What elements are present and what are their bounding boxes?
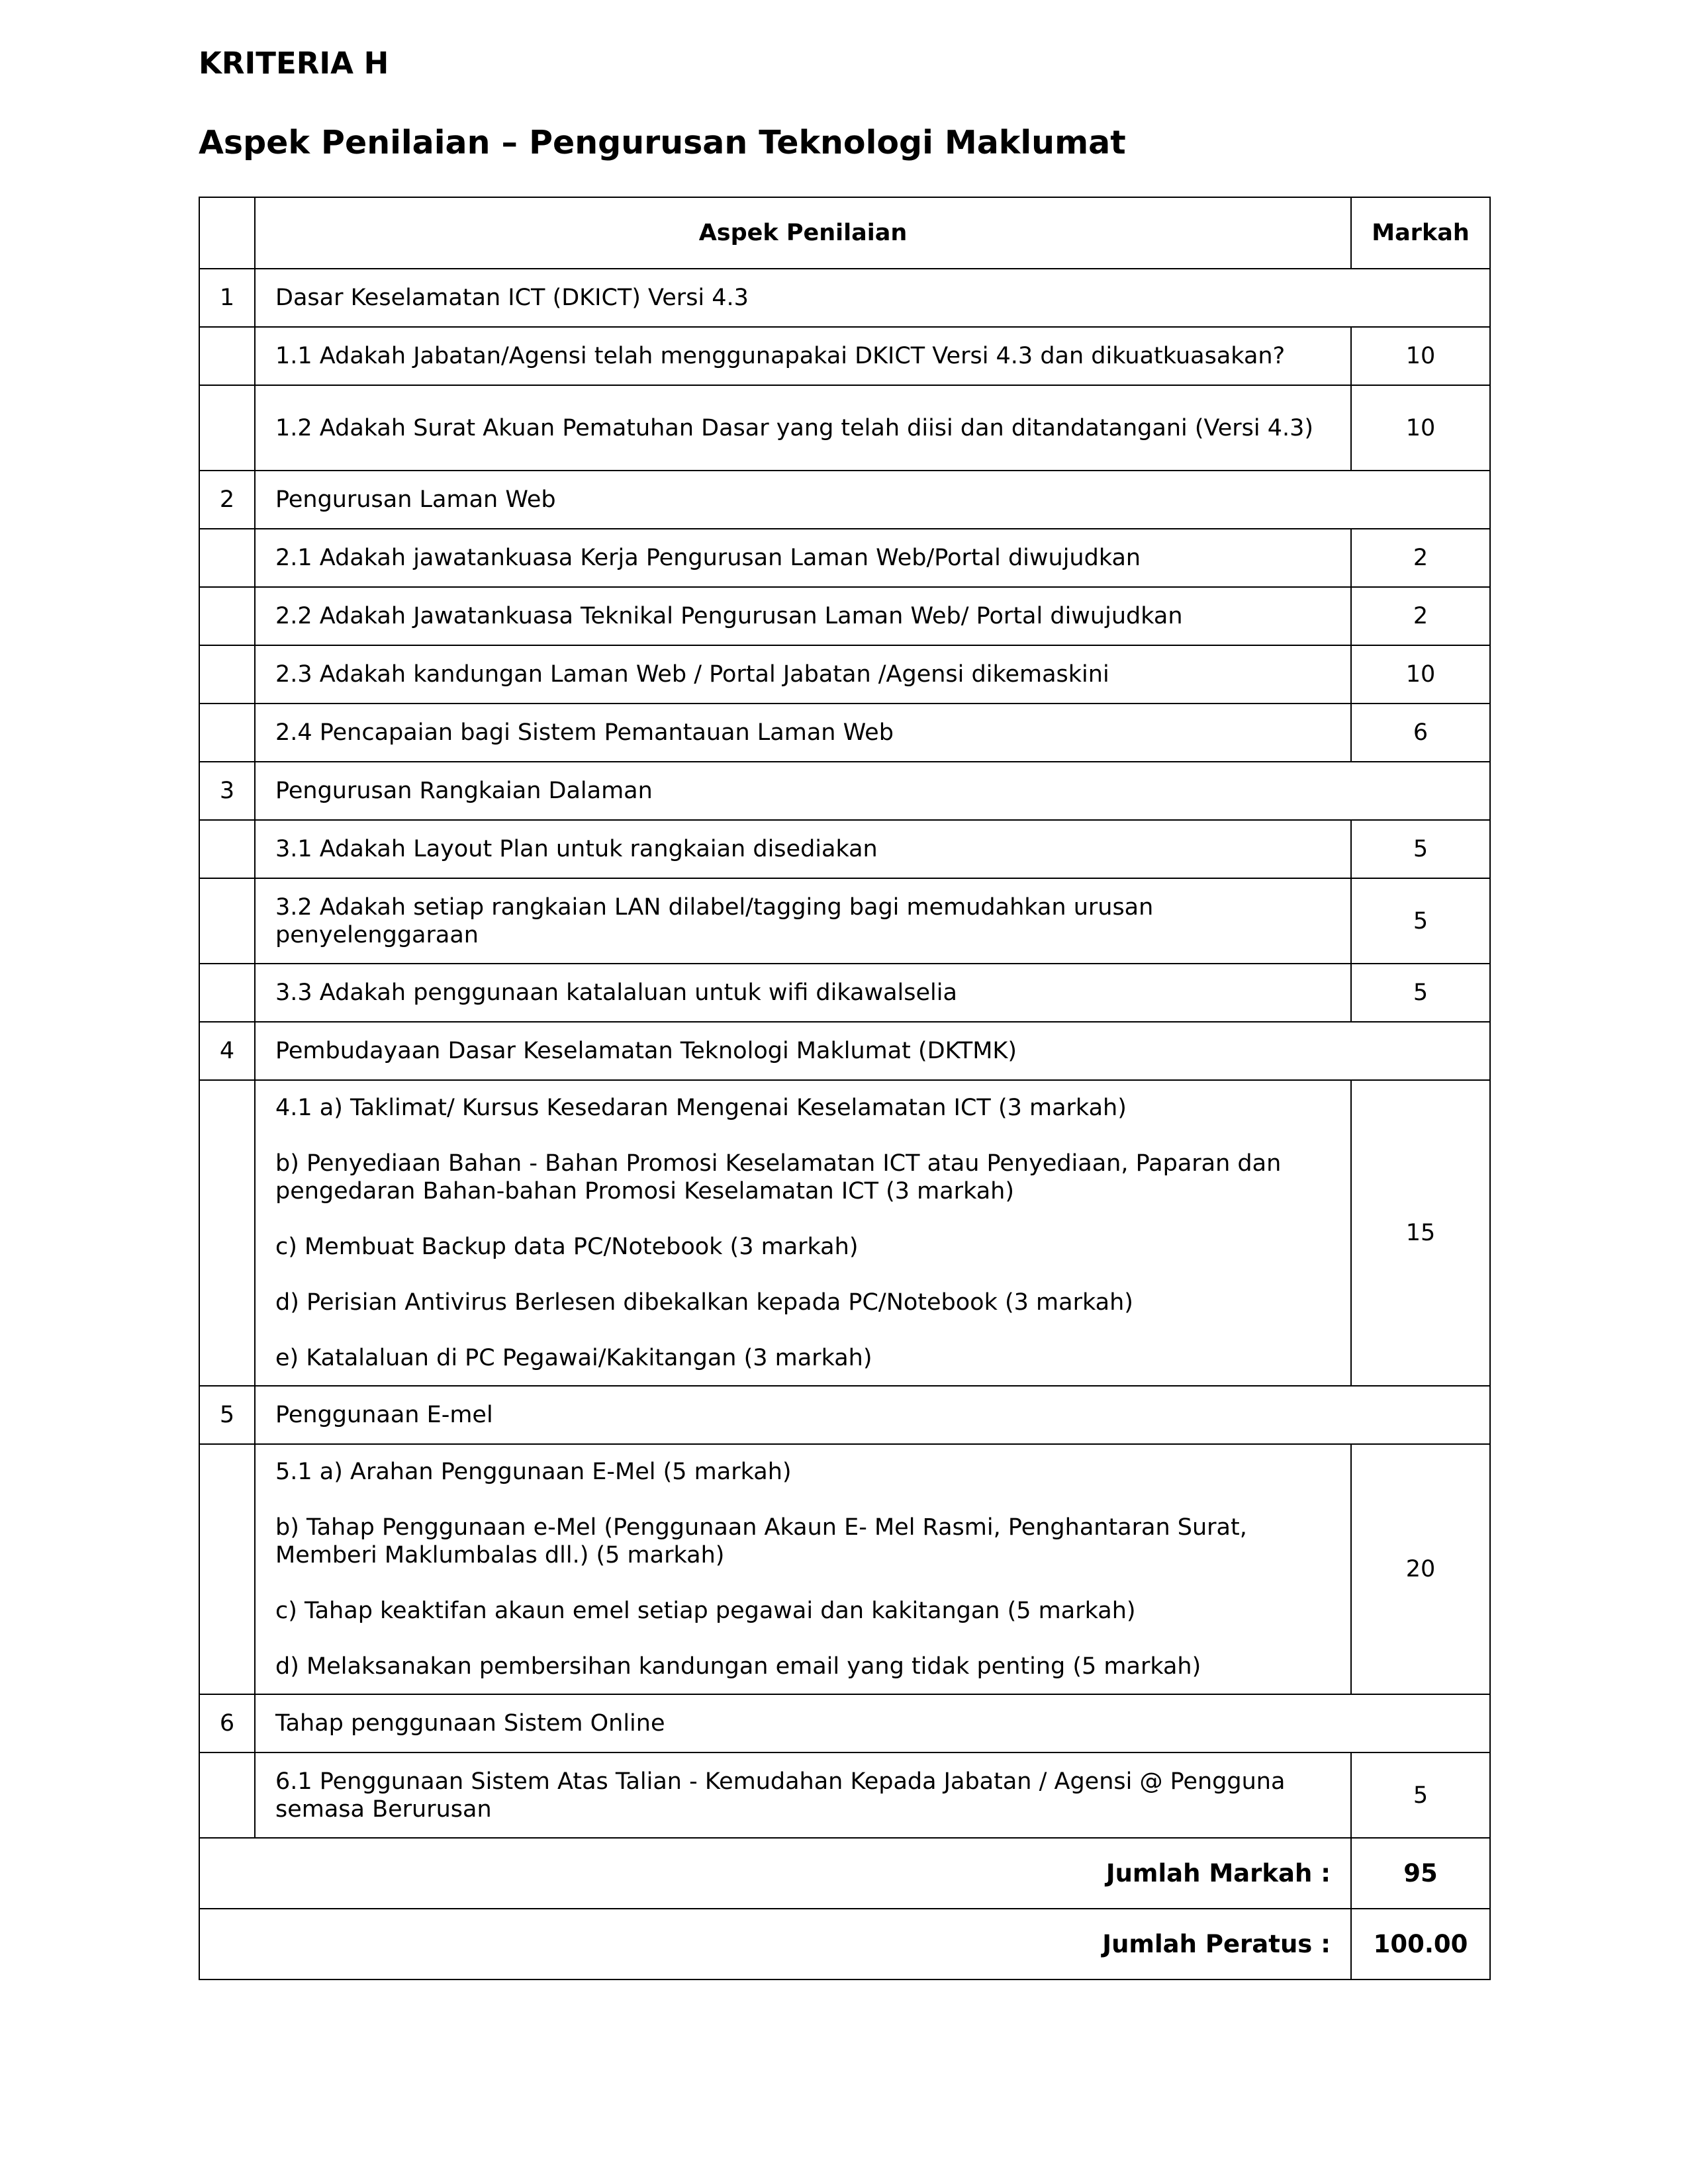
total-row (199, 1838, 1490, 1909)
percent-value: 100.00 (1351, 1909, 1490, 1979)
empty-cell (199, 1752, 255, 1838)
item-text: 3.3 Adakah penggunaan katalaluan untuk wifi dikawalselia (255, 964, 1351, 1022)
item-subpoint: d) Melaksanakan pembersihan kandungan email yang tidak penting (5 markah) (275, 1653, 1201, 1680)
item-mark: 2 (1351, 529, 1490, 587)
document-page (199, 40, 1489, 1958)
section-row (199, 1694, 1490, 1752)
item-mark: 6 (1351, 704, 1490, 762)
item-text: 2.2 Adakah Jawatankuasa Teknikal Pengurusan Laman Web/ Portal diwujudkan (255, 587, 1351, 645)
section-number: 4 (199, 1022, 255, 1080)
section-number: 2 (199, 471, 255, 529)
item-mark: 5 (1351, 878, 1490, 964)
item-mark: 15 (1351, 1080, 1490, 1386)
empty-cell (199, 385, 255, 471)
item-subpoint: e) Katalaluan di PC Pegawai/Kakitangan (3 markah) (275, 1345, 872, 1371)
table-row (199, 327, 1490, 385)
table-row (199, 587, 1490, 645)
total-label: Jumlah Markah : (199, 1838, 1351, 1909)
item-text: 6.1 Penggunaan Sistem Atas Talian - Kemudahan Kepada Jabatan / Agensi @ Pengguna semasa Berurusan (255, 1752, 1351, 1838)
item-text: 3.2 Adakah setiap rangkaian LAN dilabel/tagging bagi memudahkan urusan penyelenggaraan (255, 878, 1351, 964)
total-value: 95 (1351, 1838, 1490, 1909)
item-subpoint: c) Membuat Backup data PC/Notebook (3 markah) (275, 1234, 859, 1260)
item-mark: 10 (1351, 385, 1490, 471)
empty-cell (199, 964, 255, 1022)
item-text: 2.3 Adakah kandungan Laman Web / Portal Jabatan /Agensi dikemaskini (255, 645, 1351, 704)
section-title: Dasar Keselamatan ICT (DKICT) Versi 4.3 (255, 269, 1490, 327)
section-number: 3 (199, 762, 255, 820)
empty-cell (199, 704, 255, 762)
item-subpoint: c) Tahap keaktifan akaun emel setiap pegawai dan kakitangan (5 markah) (275, 1598, 1136, 1624)
header-markah: Markah (1351, 197, 1490, 269)
table-row (199, 704, 1490, 762)
item-text: 1.2 Adakah Surat Akuan Pematuhan Dasar yang telah diisi dan ditandatangani (Versi 4.3) (255, 385, 1351, 471)
empty-cell (199, 645, 255, 704)
table-row (199, 529, 1490, 587)
section-number: 6 (199, 1694, 255, 1752)
item-mark: 5 (1351, 964, 1490, 1022)
item-mark: 20 (1351, 1444, 1490, 1694)
empty-cell (199, 529, 255, 587)
section-title: Pengurusan Rangkaian Dalaman (255, 762, 1490, 820)
table-row (199, 385, 1490, 471)
item-mark: 5 (1351, 820, 1490, 878)
item-text: 1.1 Adakah Jabatan/Agensi telah menggunapakai DKICT Versi 4.3 dan dikuatkuasakan? (255, 327, 1351, 385)
header-aspek: Aspek Penilaian (255, 197, 1351, 269)
section-number: 5 (199, 1386, 255, 1444)
item-subpoint: b) Tahap Penggunaan e-Mel (Penggunaan Akaun E- Mel Rasmi, Penghantaran Surat, Memberi Maklumbalas dll.) (5 markah) (275, 1514, 1247, 1569)
item-text-group (255, 1444, 1351, 1694)
section-number: 1 (199, 269, 255, 327)
page-title: Aspek Penilaian – Pengurusan Teknologi Maklumat (199, 124, 1126, 161)
table-row (199, 820, 1490, 878)
section-row (199, 1386, 1490, 1444)
section-title: Penggunaan E-mel (255, 1386, 1490, 1444)
kriteria-heading: KRITERIA H (199, 46, 389, 81)
section-row (199, 1022, 1490, 1080)
empty-cell (199, 327, 255, 385)
section-title: Pembudayaan Dasar Keselamatan Teknologi Maklumat (DKTMK) (255, 1022, 1490, 1080)
item-text: 2.1 Adakah jawatankuasa Kerja Pengurusan Laman Web/Portal diwujudkan (255, 529, 1351, 587)
table-row (199, 1752, 1490, 1838)
empty-cell (199, 820, 255, 878)
percent-label: Jumlah Peratus : (199, 1909, 1351, 1979)
empty-cell (199, 1444, 255, 1694)
empty-cell (199, 587, 255, 645)
table-row (199, 878, 1490, 964)
item-subpoint: 4.1 a) Taklimat/ Kursus Kesedaran Mengenai Keselamatan ICT (3 markah) (275, 1095, 1127, 1121)
section-row (199, 762, 1490, 820)
item-text: 2.4 Pencapaian bagi Sistem Pemantauan Laman Web (255, 704, 1351, 762)
table-header-row (199, 197, 1490, 269)
item-mark: 10 (1351, 327, 1490, 385)
item-subpoint: b) Penyediaan Bahan - Bahan Promosi Keselamatan ICT atau Penyediaan, Paparan dan pengedaran Bahan-bahan Promosi Keselamatan ICT (3 markah) (275, 1150, 1282, 1205)
item-subpoint: d) Perisian Antivirus Berlesen dibekalkan kepada PC/Notebook (3 markah) (275, 1289, 1133, 1316)
section-title: Tahap penggunaan Sistem Online (255, 1694, 1490, 1752)
item-mark: 10 (1351, 645, 1490, 704)
table-row (199, 1444, 1490, 1694)
assessment-table (199, 197, 1491, 1980)
table-row (199, 1080, 1490, 1386)
header-num-cell (199, 197, 255, 269)
section-row (199, 471, 1490, 529)
table-row (199, 645, 1490, 704)
percent-row (199, 1909, 1490, 1979)
item-mark: 2 (1351, 587, 1490, 645)
section-title: Pengurusan Laman Web (255, 471, 1490, 529)
item-text: 3.1 Adakah Layout Plan untuk rangkaian disediakan (255, 820, 1351, 878)
item-mark: 5 (1351, 1752, 1490, 1838)
item-text-group (255, 1080, 1351, 1386)
empty-cell (199, 878, 255, 964)
empty-cell (199, 1080, 255, 1386)
item-subpoint: 5.1 a) Arahan Penggunaan E-Mel (5 markah) (275, 1459, 792, 1485)
section-row (199, 269, 1490, 327)
table-row (199, 964, 1490, 1022)
